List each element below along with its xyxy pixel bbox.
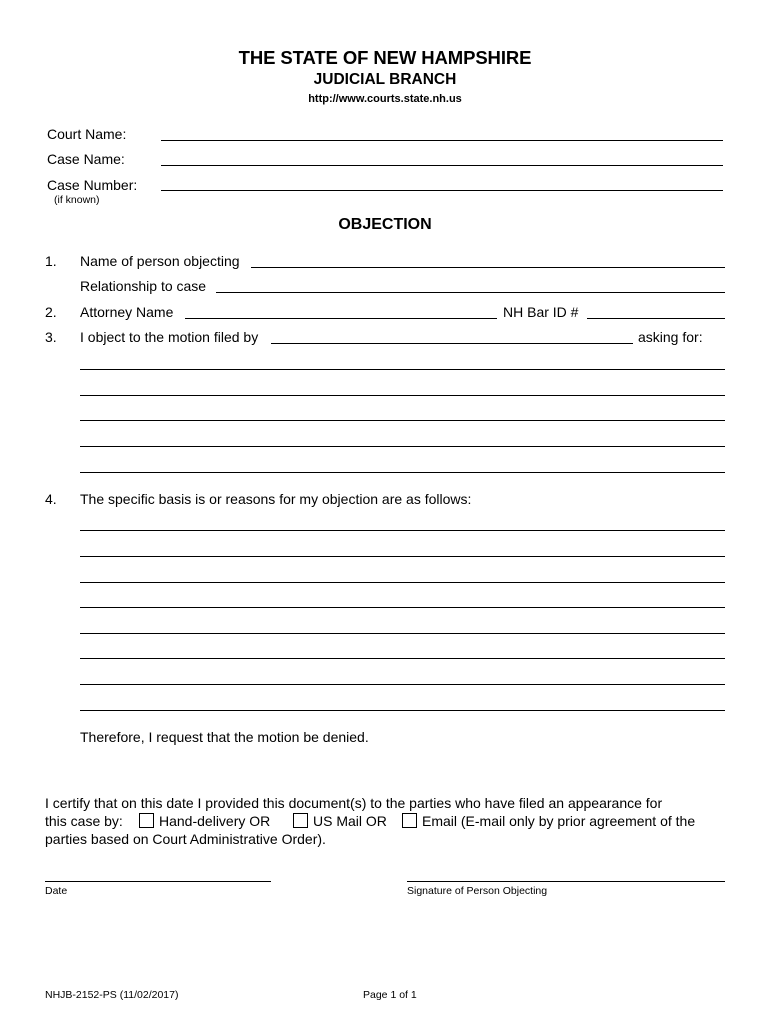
- hand-delivery-label: Hand-delivery OR: [159, 813, 271, 829]
- case-name-label: Case Name:: [47, 151, 125, 167]
- certify-prefix: this case by:: [45, 813, 123, 829]
- court-name-label: Court Name:: [47, 126, 127, 142]
- date-field[interactable]: [45, 881, 271, 882]
- motion-filed-by-label: I object to the motion filed by: [80, 329, 259, 345]
- asking-for-line[interactable]: [80, 446, 725, 447]
- case-number-field[interactable]: [161, 190, 723, 191]
- name-objecting-field[interactable]: [251, 267, 725, 268]
- basis-line[interactable]: [80, 710, 725, 711]
- court-url: http://www.courts.state.nh.us: [308, 93, 462, 105]
- email-label: Email (E-mail only by prior agreement of the: [422, 813, 696, 829]
- therefore-statement: Therefore, I request that the motion be denied.: [80, 729, 369, 745]
- name-objecting-label: Name of person objecting: [80, 253, 240, 269]
- case-number-note: (if known): [54, 194, 100, 206]
- relationship-field[interactable]: [216, 292, 725, 293]
- court-name-field[interactable]: [161, 140, 723, 141]
- signature-field[interactable]: [407, 881, 725, 882]
- date-label: Date: [45, 885, 68, 897]
- item-number-1: 1.: [45, 253, 57, 269]
- us-mail-label: US Mail OR: [313, 813, 387, 829]
- relationship-label: Relationship to case: [80, 278, 207, 294]
- item-number-4: 4.: [45, 491, 57, 507]
- basis-line[interactable]: [80, 556, 725, 557]
- state-title: THE STATE OF NEW HAMPSHIRE: [238, 47, 532, 68]
- basis-line[interactable]: [80, 607, 725, 608]
- asking-for-label: asking for:: [638, 329, 703, 345]
- item-number-3: 3.: [45, 329, 57, 345]
- asking-for-line[interactable]: [80, 369, 725, 370]
- hand-delivery-checkbox[interactable]: [139, 813, 154, 828]
- motion-filed-by-field[interactable]: [271, 343, 633, 344]
- certify-line-3: parties based on Court Administrative Order).: [45, 831, 326, 847]
- email-checkbox[interactable]: [402, 813, 417, 828]
- us-mail-checkbox[interactable]: [293, 813, 308, 828]
- basis-line[interactable]: [80, 684, 725, 685]
- attorney-name-label: Attorney Name: [80, 304, 174, 320]
- branch-title: JUDICIAL BRANCH: [313, 71, 457, 88]
- form-id: NHJB-2152-PS (11/02/2017): [45, 989, 179, 1001]
- bar-id-label: NH Bar ID #: [503, 304, 579, 320]
- attorney-name-field[interactable]: [185, 318, 497, 319]
- objection-basis-label: The specific basis is or reasons for my objection are as follows:: [80, 491, 472, 507]
- asking-for-line[interactable]: [80, 472, 725, 473]
- certify-line-1: I certify that on this date I provided this document(s) to the parties who have filed an appearance for: [45, 795, 663, 811]
- case-number-label: Case Number:: [47, 177, 138, 193]
- bar-id-field[interactable]: [587, 318, 725, 319]
- asking-for-line[interactable]: [80, 395, 725, 396]
- basis-line[interactable]: [80, 530, 725, 531]
- item-number-2: 2.: [45, 304, 57, 320]
- case-name-field[interactable]: [161, 165, 723, 166]
- basis-line[interactable]: [80, 582, 725, 583]
- signature-label: Signature of Person Objecting: [407, 885, 548, 897]
- form-title: OBJECTION: [338, 216, 432, 233]
- asking-for-line[interactable]: [80, 420, 725, 421]
- basis-line[interactable]: [80, 633, 725, 634]
- basis-line[interactable]: [80, 658, 725, 659]
- page-number: Page 1 of 1: [363, 989, 417, 1001]
